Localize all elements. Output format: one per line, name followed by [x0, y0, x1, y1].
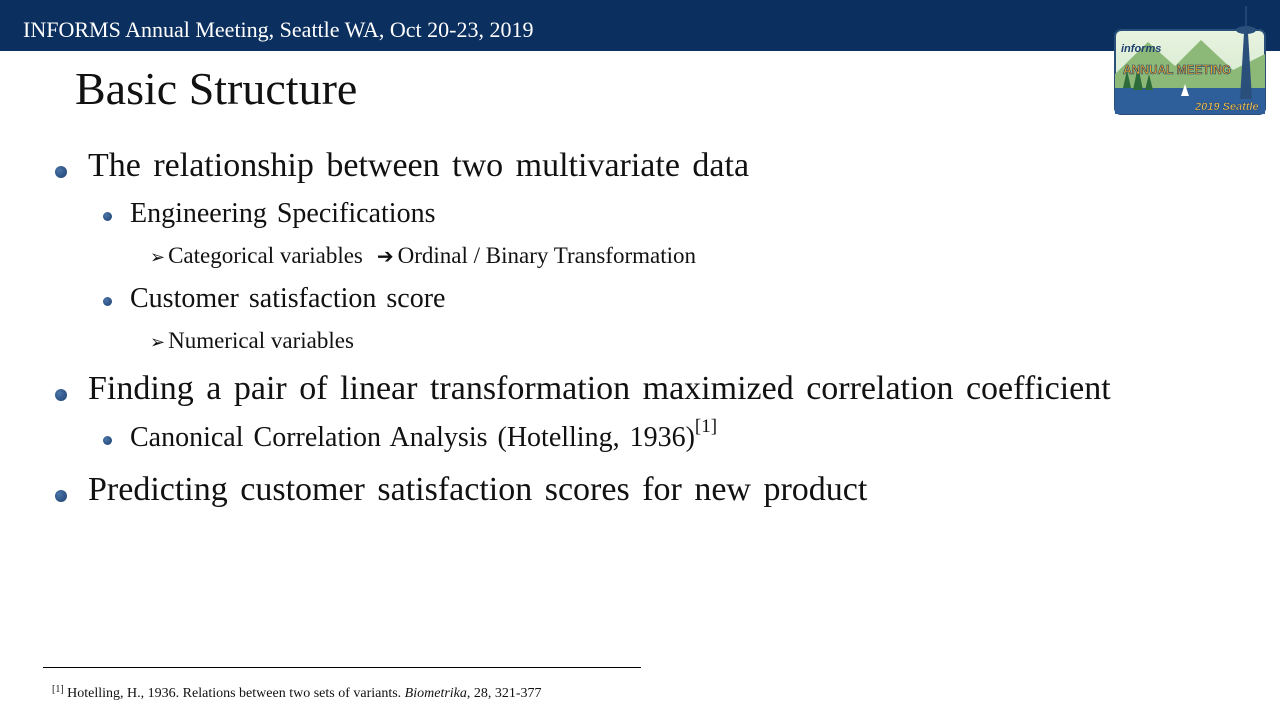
- bullet-icon: [103, 297, 112, 306]
- footnote-journal: Biometrika: [404, 686, 467, 701]
- bullet-icon: [103, 436, 112, 445]
- arrowhead-bullet-icon: ➢: [150, 332, 166, 353]
- citation-text: Canonical Correlation Analysis (Hotelling, 1936): [130, 422, 695, 453]
- bullet-level-3: [150, 329, 354, 352]
- footnote-text: Hotelling, H., 1936. Relations between two sets of variants.: [63, 686, 405, 701]
- bullet-level-2: Customer satisfaction score: [130, 283, 446, 314]
- bullet-icon: [55, 166, 67, 178]
- footnote-rule: [43, 667, 641, 668]
- logo-brand: informs: [1121, 43, 1162, 55]
- header-bar: [0, 0, 1280, 51]
- bullet-level-1: The relationship between two multivariate data: [88, 147, 750, 184]
- bullet-icon: [55, 490, 67, 502]
- footnote-marker: [1]: [52, 684, 64, 695]
- logo-title: ANNUAL MEETING: [1123, 62, 1231, 77]
- bullet-level-2: [130, 416, 718, 453]
- conference-logo: [1113, 4, 1268, 116]
- slide-title: Basic Structure: [75, 63, 358, 114]
- bullet-level-3: [150, 244, 696, 267]
- citation-ref: [1]: [694, 416, 718, 437]
- detail-left: Numerical variables: [168, 328, 354, 353]
- bullet-level-1: Finding a pair of linear transformation maximized correlation coefficient: [88, 370, 1111, 407]
- arrowhead-bullet-icon: ➢: [150, 247, 166, 268]
- right-arrow-icon: ➔: [376, 244, 394, 268]
- bullet-icon: [103, 212, 112, 221]
- footnote-rest: , 28, 321-377: [466, 686, 542, 701]
- conference-title: INFORMS Annual Meeting, Seattle WA, Oct 20-23, 2019: [23, 17, 534, 42]
- detail-left: Categorical variables: [168, 243, 363, 268]
- bullet-level-2: Engineering Specifications: [130, 198, 436, 229]
- footnote: [52, 684, 542, 701]
- detail-right: Ordinal / Binary Transformation: [397, 243, 696, 268]
- logo-subtitle: 2019 Seattle: [1195, 101, 1259, 113]
- bullet-icon: [55, 389, 67, 401]
- bullet-level-1: Predicting customer satisfaction scores for new product: [88, 471, 868, 508]
